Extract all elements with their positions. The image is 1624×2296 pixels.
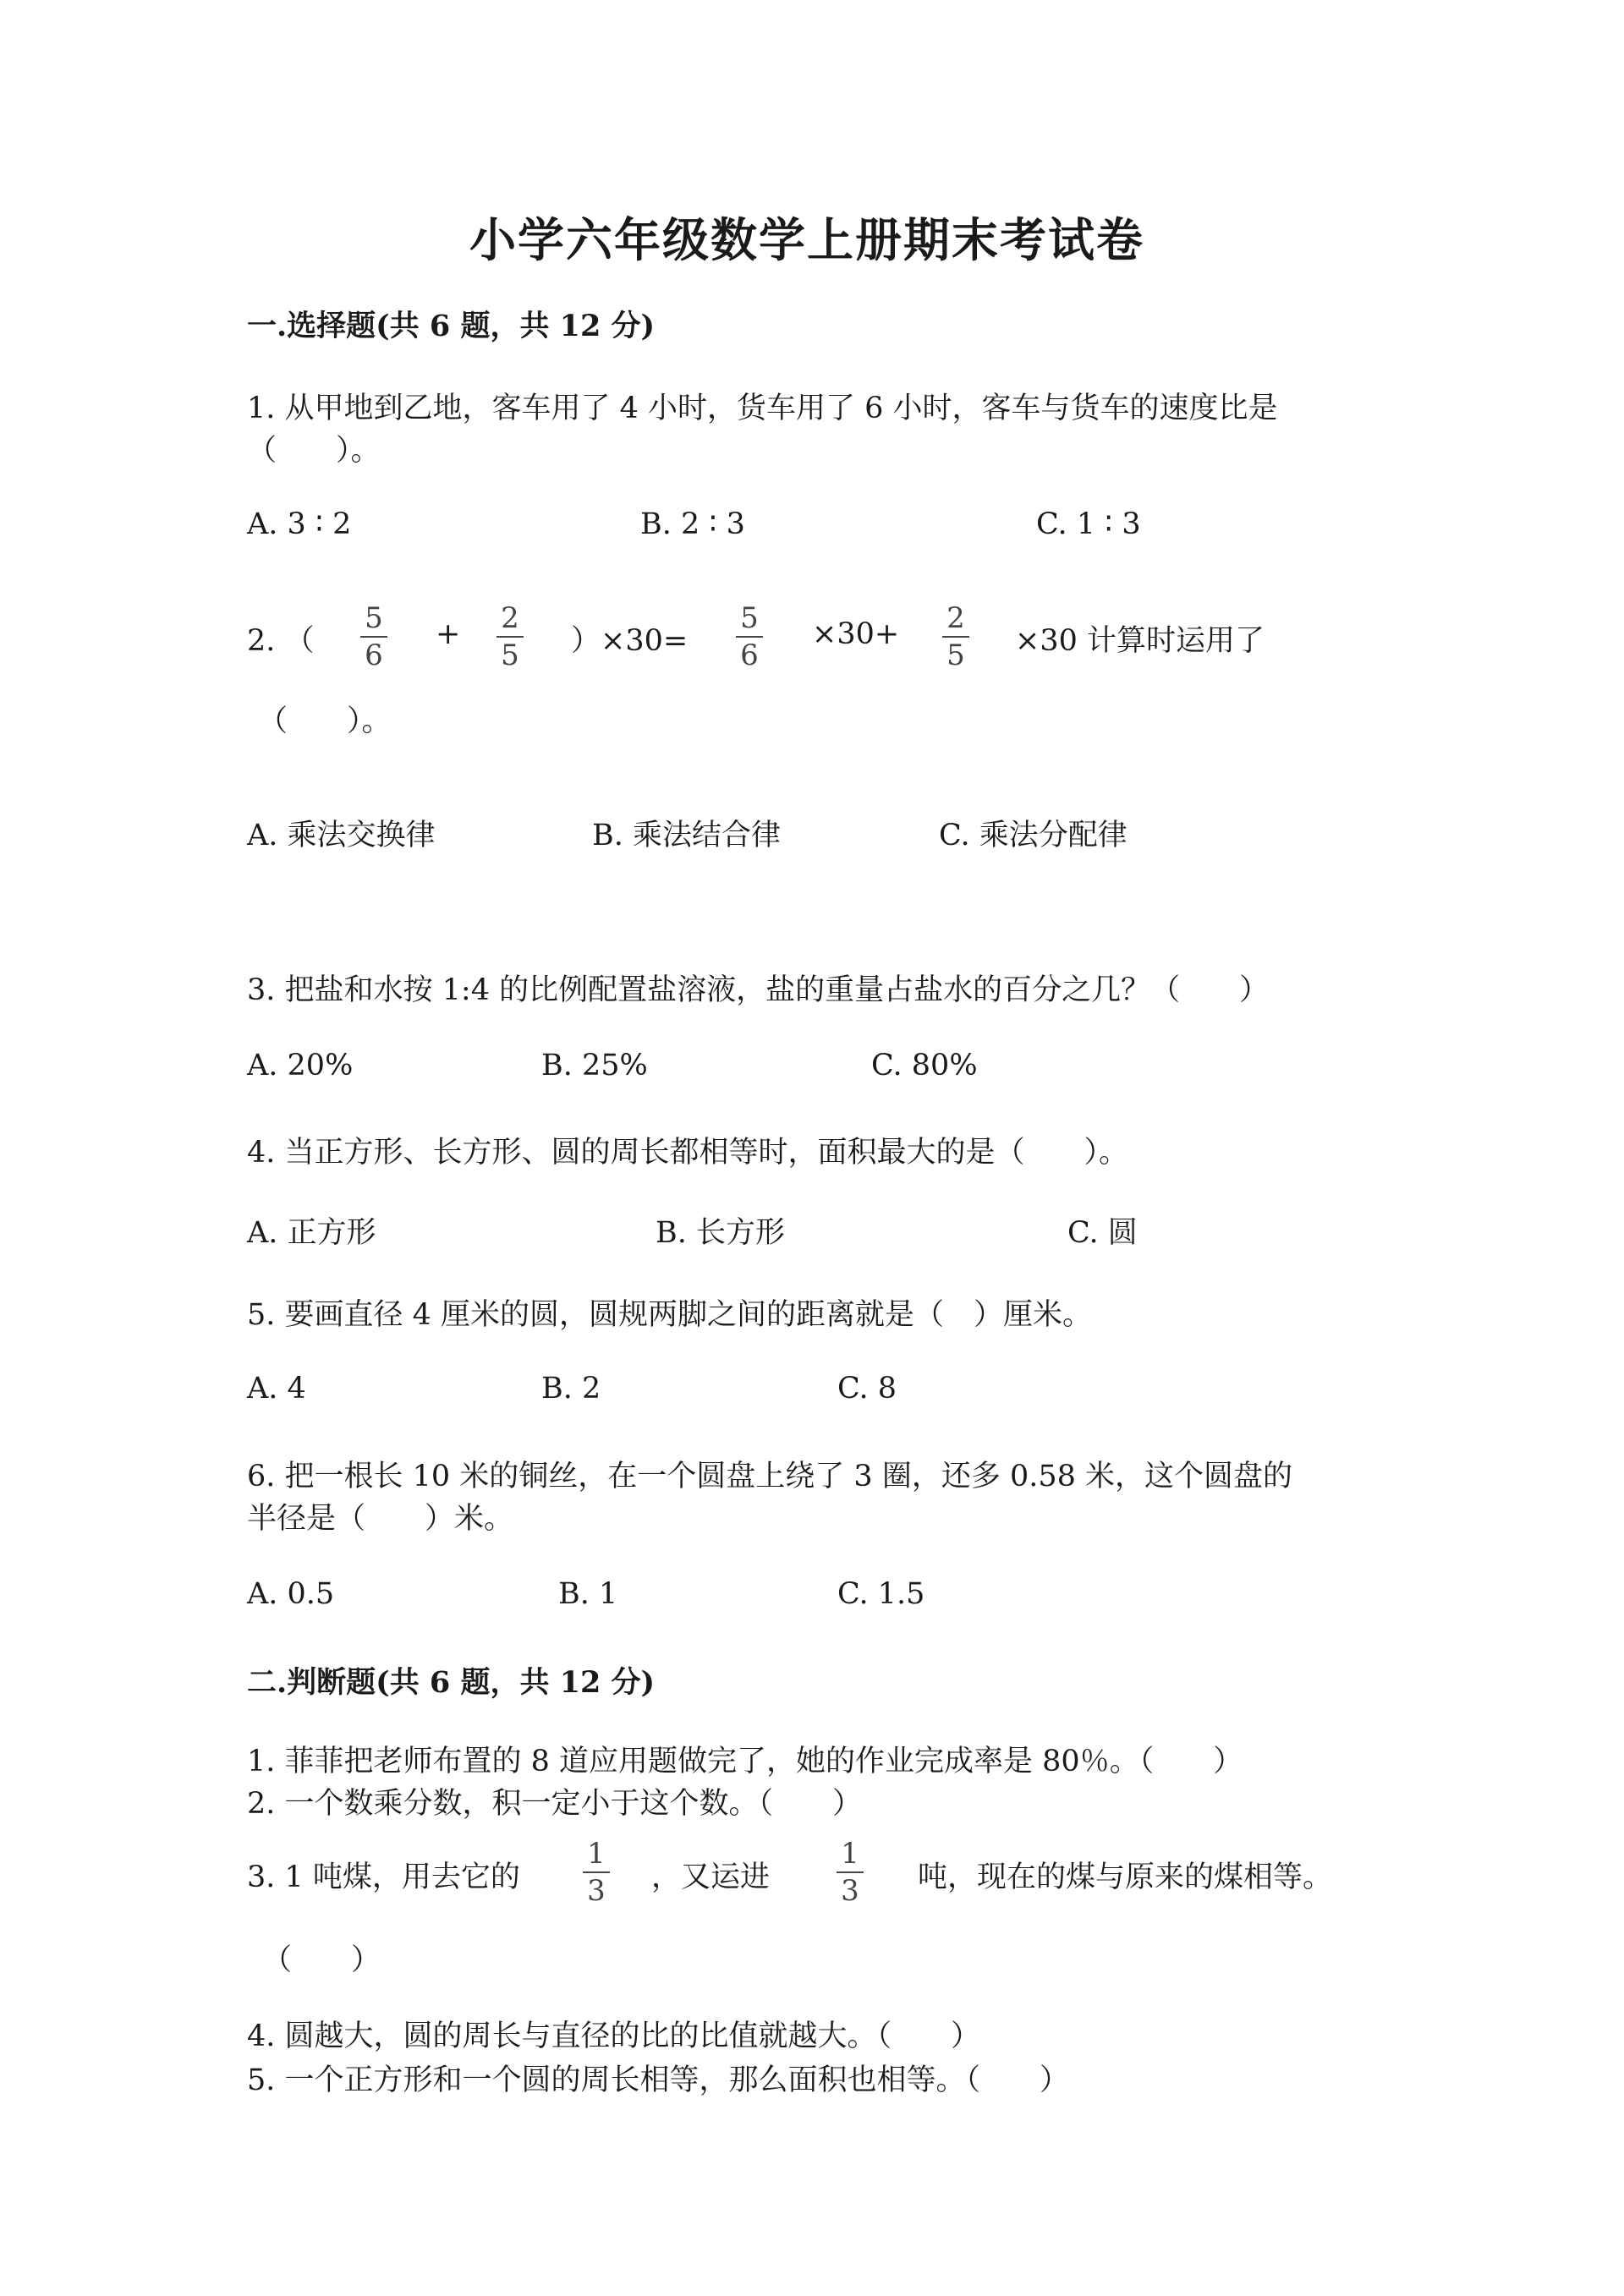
question-1-option-b: B. 2 ∶ 3	[640, 507, 745, 541]
fraction-5-6	[357, 602, 391, 671]
fraction-2-5	[939, 602, 973, 671]
judge-question-5: 5. 一个正方形和一个圆的周长相等，那么面积也相等。（ ）	[247, 2063, 1070, 2097]
fraction-denominator: 5	[501, 638, 519, 672]
question-4: 4. 当正方形、长方形、圆的周长都相等时，面积最大的是（ ）。	[247, 1136, 1129, 1170]
judge-question-3-line-2: （ ）	[262, 1943, 381, 1977]
question-2-option-b: B. 乘法结合律	[592, 819, 781, 852]
question-4-option-b: B. 长方形	[656, 1216, 785, 1250]
question-2-prefix: 2. （	[247, 624, 315, 658]
question-4-option-a: A. 正方形	[247, 1216, 376, 1250]
fraction-denominator: 3	[587, 1874, 606, 1908]
question-2-plus: +	[436, 617, 461, 651]
question-2-mid-2: ×30+	[812, 617, 900, 651]
question-3-option-a: A. 20%	[247, 1049, 354, 1082]
judge-question-3-suffix: 吨，现在的煤与原来的煤相等。	[918, 1860, 1333, 1894]
question-4-option-c: C. 圆	[1067, 1216, 1138, 1250]
fraction-bar	[360, 636, 387, 638]
fraction-numerator: 5	[365, 601, 383, 635]
fraction-2-5	[493, 602, 527, 671]
question-3-option-b: B. 25%	[541, 1049, 648, 1082]
fraction-numerator: 2	[501, 601, 519, 635]
question-6-option-c: C. 1.5	[837, 1577, 925, 1611]
question-5: 5. 要画直径 4 厘米的圆，圆规两脚之间的距离就是（ ）厘米。	[247, 1298, 1093, 1332]
fraction-numerator: 5	[740, 601, 759, 635]
section-heading-choice: 一.选择题(共 6 题，共 12 分)	[247, 309, 656, 343]
judge-question-1: 1. 菲菲把老师布置的 8 道应用题做完了，她的作业完成率是 80％。（ ）	[247, 1745, 1243, 1778]
question-6-option-b: B. 1	[558, 1577, 618, 1611]
question-2-line-2: （ ）。	[258, 704, 392, 738]
question-1-option-a: A. 3 ∶ 2	[247, 507, 352, 541]
question-2-option-c: C. 乘法分配律	[939, 819, 1127, 852]
section-heading-judge: 二.判断题(共 6 题，共 12 分)	[247, 1665, 656, 1700]
fraction-bar	[736, 636, 763, 638]
fraction-denominator: 5	[946, 638, 965, 672]
fraction-1-3	[833, 1838, 867, 1907]
question-3-option-c: C. 80%	[871, 1049, 978, 1082]
fraction-bar	[837, 1871, 864, 1873]
fraction-denominator: 3	[841, 1874, 859, 1908]
judge-question-3-prefix: 3. 1 吨煤，用去它的	[247, 1860, 520, 1894]
question-1-line-2: （ ）。	[247, 434, 381, 468]
question-6-option-a: A. 0.5	[247, 1577, 335, 1611]
fraction-bar	[942, 636, 969, 638]
fraction-numerator: 1	[587, 1837, 606, 1871]
question-2-mid: ）×30=	[571, 624, 689, 658]
fraction-numerator: 2	[946, 601, 965, 635]
page-title: 小学六年级数学上册期末考试卷	[469, 212, 1145, 267]
question-5-option-b: B. 2	[541, 1372, 601, 1406]
question-1-option-c: C. 1 ∶ 3	[1036, 507, 1141, 541]
fraction-denominator: 6	[365, 638, 383, 672]
question-6-line-2: 半径是（ ）米。	[247, 1502, 514, 1536]
question-3: 3. 把盐和水按 1:4 的比例配置盐溶液，盐的重量占盐水的百分之几？（ ）	[247, 973, 1270, 1007]
fraction-bar	[583, 1871, 610, 1873]
fraction-5-6	[732, 602, 766, 671]
fraction-denominator: 6	[740, 638, 759, 672]
question-1-line-1: 1. 从甲地到乙地，客车用了 4 小时，货车用了 6 小时，客车与货车的速度比是	[247, 392, 1278, 425]
question-6-line-1: 6. 把一根长 10 米的铜丝，在一个圆盘上绕了 3 圈，还多 0.58 米，这个圆盘的	[247, 1460, 1293, 1493]
question-5-option-c: C. 8	[837, 1372, 897, 1406]
question-2-suffix: ×30 计算时运用了	[1015, 624, 1265, 658]
question-5-option-a: A. 4	[247, 1372, 306, 1406]
judge-question-2: 2. 一个数乘分数，积一定小于这个数。（ ）	[247, 1787, 863, 1821]
judge-question-3-mid: ，又运进	[651, 1860, 771, 1894]
fraction-numerator: 1	[841, 1837, 859, 1871]
fraction-1-3	[579, 1838, 613, 1907]
fraction-bar	[497, 636, 524, 638]
judge-question-4: 4. 圆越大，圆的周长与直径的比的比值就越大。（ ）	[247, 2019, 981, 2053]
question-2-option-a: A. 乘法交换律	[247, 819, 436, 852]
